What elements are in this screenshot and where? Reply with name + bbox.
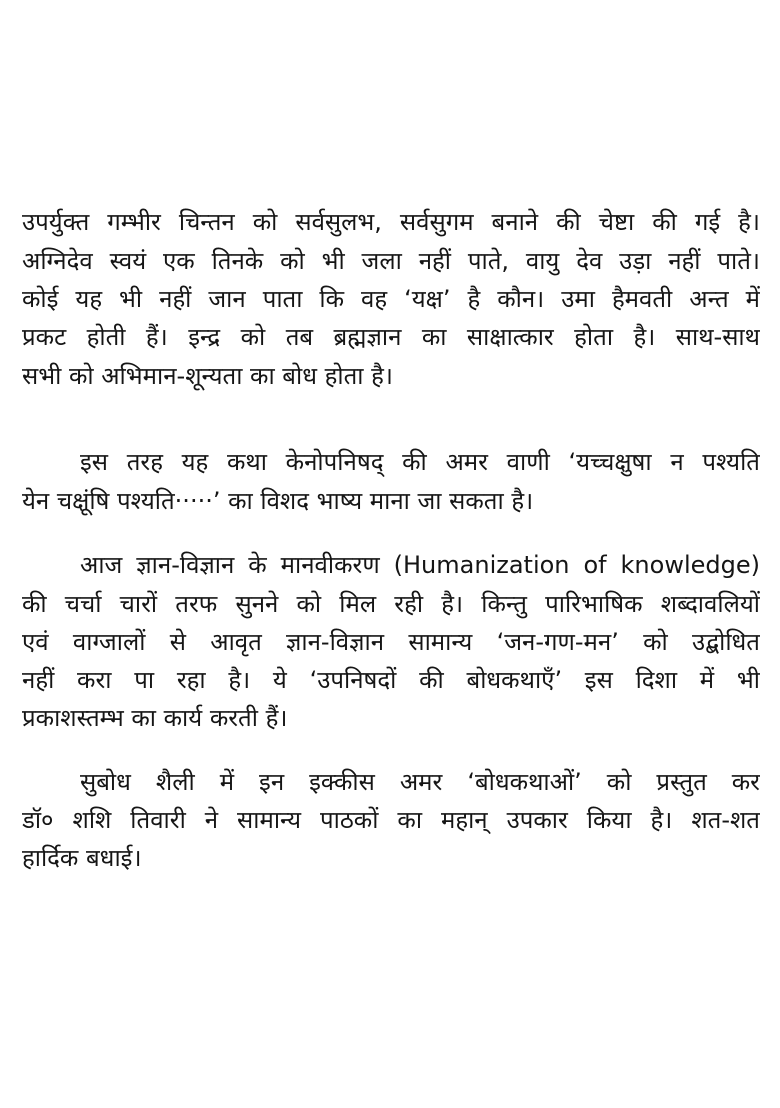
text-line: नहीं करा पा रहा है। ये ‘उपनिषदों की बोधकथाएँ’ इस दिशा में भी xyxy=(22,666,760,694)
text-line: एवं वाग्जालों से आवृत ज्ञान-विज्ञान सामान्य ‘जन-गण-मन’ को उद्बोधित xyxy=(22,628,760,656)
text-line: की चर्चा चारों तरफ सुनने को मिल रही है। किन्तु पारिभाषिक शब्दावलियों xyxy=(22,590,760,618)
text-line: हार्दिक बधाई। xyxy=(22,844,142,872)
text-line: सुबोध शैली में इन इक्कीस अमर ‘बोधकथाओं’ को प्रस्तुत कर xyxy=(80,768,760,796)
text-line: प्रकाशस्तम्भ का कार्य करती हैं। xyxy=(22,704,288,732)
text-line: अग्निदेव स्वयं एक तिनके को भी जला नहीं पाते, वायु देव उड़ा नहीं पाते। xyxy=(22,247,760,275)
text-line: प्रकट होती हैं। इन्द्र को तब ब्रह्मज्ञान का साक्षात्कार होता है। साथ-साथ xyxy=(22,323,760,351)
text-line: आज ज्ञान-विज्ञान के मानवीकरण (Humanization of knowledge) xyxy=(80,551,760,579)
text-line: उपर्युक्त गम्भीर चिन्तन को सर्वसुलभ, सर्वसुगम बनाने की चेष्टा की गई है। xyxy=(22,208,760,236)
text-line: सभी को अभिमान-शून्यता का बोध होता है। xyxy=(22,362,393,390)
text-line: डॉ० शशि तिवारी ने सामान्य पाठकों का महान् उपकार किया है। शत-शत xyxy=(22,806,760,834)
text-line: इस तरह यह कथा केनोपनिषद् की अमर वाणी ‘यच्चक्षुषा न पश्यति xyxy=(80,448,760,476)
text-line: कोई यह भी नहीं जान पाता कि वह ‘यक्ष’ है कौन। उमा हैमवती अन्त में xyxy=(22,285,760,313)
text-line: येन चक्षूंषि पश्यति·····’ का विशद भाष्य माना जा सकता है। xyxy=(22,487,534,515)
